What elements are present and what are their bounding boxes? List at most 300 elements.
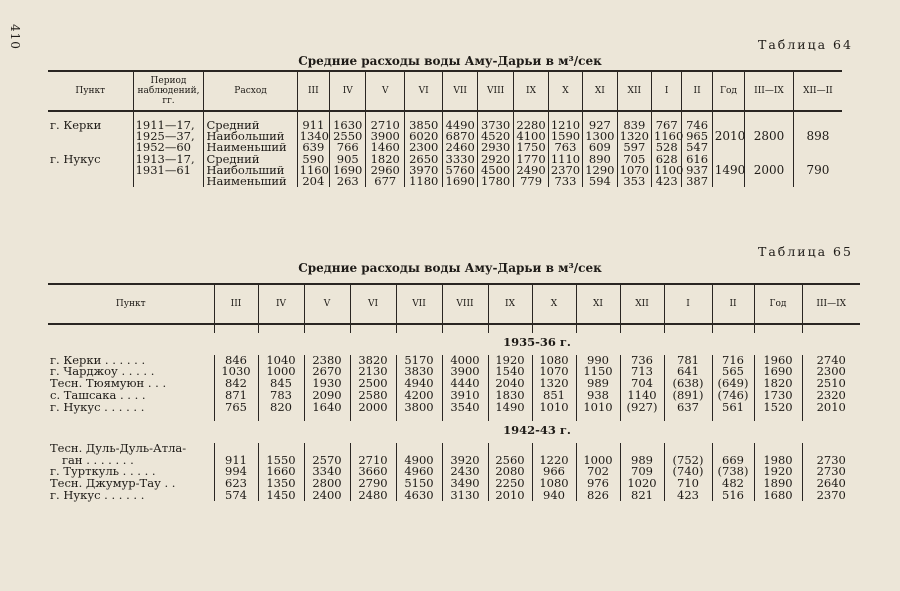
cell-point: с. Ташсака . . . . (50, 387, 146, 402)
cell-value: 1040 (258, 355, 304, 367)
value-line: 2370 (550, 162, 581, 177)
cell-value: 3830 (396, 366, 442, 378)
value-line: 2960 (370, 162, 400, 177)
cell-value: 1350 (258, 478, 304, 490)
cell-value: 1920 (488, 355, 532, 367)
cell-iii-ix: 2740 (802, 355, 860, 367)
header-month: VIII (477, 71, 513, 111)
value-line: 1160 (654, 129, 684, 144)
cell-value (443, 151, 477, 188)
cell-value: 3920 (442, 455, 488, 467)
cell-value: 3910 (442, 390, 488, 402)
value-line: 2490 (516, 162, 546, 177)
cell-value: 637 (664, 402, 712, 414)
value-line: 1340 (299, 129, 329, 144)
value-line: 2550 (333, 129, 363, 144)
table-row (48, 490, 860, 502)
cell-value: 938 (576, 390, 620, 402)
header-month: XII (617, 71, 651, 111)
header-month: IX (514, 71, 548, 111)
cell-value (514, 151, 548, 188)
flow-type-line: Наибольший (206, 162, 285, 177)
cell-value: (891) (664, 390, 712, 402)
cell-value: 4440 (442, 378, 488, 390)
cell-value: 423 (664, 490, 712, 502)
value-line: 528 (655, 140, 678, 155)
value-line: 3730 (480, 118, 511, 132)
cell-iii-ix: 2730 (802, 466, 860, 478)
cell-iii-ix: 2510 (802, 378, 860, 390)
header-point: Пункт (115, 299, 146, 309)
cell-value: 3900 (442, 366, 488, 378)
cell-value: 1010 (576, 402, 620, 414)
value-line: 767 (655, 118, 678, 132)
header-month: XII (620, 284, 664, 324)
cell-year: 1730 (754, 390, 802, 402)
cell-value: 669 (712, 455, 754, 467)
value-line: 2920 (480, 151, 511, 166)
cell-value: 2040 (488, 378, 532, 390)
cell-value: (738) (712, 466, 754, 478)
period-line: 1913—17, (135, 151, 195, 166)
cell-value: 565 (712, 366, 754, 378)
cell-value: 3130 (442, 490, 488, 502)
cell-point: г. Нукус . . . . . . (50, 487, 145, 502)
header-month: IV (330, 71, 366, 111)
cell-value: 3490 (442, 478, 488, 490)
cell-value: 2000 (350, 402, 396, 414)
cell-iii-ix: 2300 (802, 366, 860, 378)
cell-value: 1490 (488, 402, 532, 414)
period-line: 1931—61 (135, 162, 191, 177)
value-line: 1180 (409, 173, 439, 188)
header-month: III (214, 284, 258, 324)
cell-value: 765 (214, 402, 258, 414)
cell-value: 1540 (488, 366, 532, 378)
cell-value: 713 (620, 366, 664, 378)
value-line: 1100 (654, 162, 684, 177)
table-64-header-row (48, 71, 842, 111)
table-65 (48, 283, 860, 501)
cell-value: 1080 (532, 355, 576, 367)
period-line: 1952—60 (135, 140, 191, 155)
header-month: XI (576, 284, 620, 324)
cell-value: 2800 (304, 478, 350, 490)
cell-value: 1000 (576, 455, 620, 467)
cell-value (330, 151, 366, 188)
cell-value: 842 (214, 378, 258, 390)
value-line: 4520 (480, 129, 511, 144)
cell-value: 4900 (396, 455, 442, 467)
cell-value: 3340 (304, 466, 350, 478)
header-month: I (664, 284, 712, 324)
value-line: 839 (623, 118, 646, 132)
cell-value: 1150 (576, 366, 620, 378)
header-month: II (712, 284, 754, 324)
value-line: 1820 (370, 151, 400, 166)
value-line: 628 (655, 151, 678, 166)
cell-value (583, 120, 617, 154)
cell-value: 3660 (350, 466, 396, 478)
cell-value: 2560 (488, 455, 532, 467)
cell-value: 1080 (532, 478, 576, 490)
value-line: 746 (686, 118, 709, 132)
value-line: 1770 (516, 151, 546, 166)
header-month: V (366, 71, 404, 111)
cell-value: 989 (620, 455, 664, 467)
value-line: 597 (623, 140, 646, 155)
cell-value (477, 120, 513, 154)
cell-value (443, 120, 477, 154)
cell-value: 1140 (620, 390, 664, 402)
cell-flow-type (204, 151, 297, 188)
cell-year: 1980 (754, 455, 802, 467)
cell-value: 911 (214, 455, 258, 467)
table-64 (48, 70, 842, 187)
cell-value: 561 (712, 402, 754, 414)
cell-value: 2400 (304, 490, 350, 502)
cell-value: 1930 (304, 378, 350, 390)
flow-type-line: Наименьший (206, 173, 287, 188)
cell-point: г. Чарджоу . . . . . (50, 364, 155, 379)
value-line: 4500 (480, 162, 511, 177)
cell-value (617, 151, 651, 188)
cell-value: 826 (576, 490, 620, 502)
table-row (48, 120, 842, 154)
cell-value: 1550 (258, 455, 304, 467)
value-line: 639 (302, 140, 325, 155)
header-month: VII (443, 71, 477, 111)
header-month: VI (350, 284, 396, 324)
value-line: 890 (588, 151, 611, 166)
cell-value (652, 151, 684, 188)
cell-value (682, 151, 712, 188)
cell-value: 3820 (350, 355, 396, 367)
cell-value: 623 (214, 478, 258, 490)
cell-value: (740) (664, 466, 712, 478)
cell-value: 2430 (442, 466, 488, 478)
cell-year: 1890 (754, 478, 802, 490)
value-line: 2460 (445, 140, 475, 155)
cell-year: 1490 (712, 154, 744, 188)
value-line: 2280 (516, 118, 546, 132)
header-xii-ii: XII—II (793, 71, 842, 111)
cell-value: 3800 (396, 402, 442, 414)
header-month: VI (404, 71, 442, 111)
value-line: 937 (686, 162, 709, 177)
cell-value: 4200 (396, 390, 442, 402)
value-line: 2300 (409, 140, 439, 155)
cell-value (297, 151, 329, 188)
header-period: Период наблюдений, гг. (133, 71, 204, 111)
header-month: II (682, 71, 712, 111)
flow-type-line: Средний (206, 118, 260, 132)
cell-value (404, 151, 442, 188)
value-line: 1690 (445, 173, 475, 188)
cell-value (366, 151, 404, 188)
cell-year: 1690 (754, 366, 802, 378)
cell-value: 2500 (350, 378, 396, 390)
cell-value: 2670 (304, 366, 350, 378)
cell-value (652, 120, 682, 154)
header-month: I (652, 71, 682, 111)
value-line: 1070 (619, 162, 649, 177)
period-line: 1925—37, (135, 129, 195, 144)
cell-value: 989 (576, 378, 620, 390)
cell-point: Тесн. Дуль-Дуль-Атла- (50, 440, 187, 455)
cell-value: 781 (664, 355, 712, 367)
header-year: Год (712, 71, 744, 111)
cell-point: Тесн. Джумур-Тау . . (50, 476, 176, 491)
cell-point: г. Турткуль . . . . . (50, 464, 156, 479)
cell-value: 1320 (532, 378, 576, 390)
cell-iii-ix: 2010 (802, 402, 860, 414)
cell-iii-ix: 2320 (802, 390, 860, 402)
cell-value: 1000 (258, 366, 304, 378)
value-line: 3850 (409, 118, 439, 132)
value-line: 763 (554, 140, 577, 155)
cell-period (133, 120, 204, 154)
value-line: 423 (655, 173, 678, 188)
value-line: 263 (336, 173, 359, 188)
cell-value: 940 (532, 490, 576, 502)
value-line: 2650 (409, 151, 439, 166)
table-row (48, 154, 842, 188)
cell-value: 4940 (396, 378, 442, 390)
period-line: 1911—17, (135, 118, 195, 132)
value-line: 779 (520, 173, 543, 188)
cell-value: 851 (532, 390, 576, 402)
value-line: 616 (686, 151, 709, 166)
value-line: 387 (686, 173, 709, 188)
cell-period (133, 151, 204, 188)
value-line: 1320 (619, 129, 649, 144)
cell-value: 1030 (214, 366, 258, 378)
cell-value: 716 (712, 355, 754, 367)
cell-value (548, 120, 582, 154)
cell-value (617, 120, 651, 154)
cell-value: 994 (214, 466, 258, 478)
value-line: 1630 (333, 118, 363, 132)
table-64-label: Таблица 64 (758, 37, 853, 52)
cell-value: 1640 (304, 402, 350, 414)
value-line: 4100 (516, 129, 546, 144)
header-point: Пункт (75, 86, 106, 96)
cell-value (682, 120, 712, 154)
value-line: 2930 (480, 140, 511, 155)
header-year: Год (754, 284, 802, 324)
value-line: 5760 (445, 162, 475, 177)
cell-value (297, 120, 329, 154)
flow-type-line: Наименьший (206, 140, 287, 155)
cell-value: (746) (712, 390, 754, 402)
header-month: X (548, 71, 582, 111)
cell-value: 704 (620, 378, 664, 390)
header-month: XI (583, 71, 617, 111)
table-row (48, 402, 860, 414)
flow-type-line: Средний (206, 151, 260, 166)
cell-value: 736 (620, 355, 664, 367)
cell-value (404, 120, 442, 154)
cell-value: 4960 (396, 466, 442, 478)
cell-value: 710 (664, 478, 712, 490)
cell-value: 1830 (488, 390, 532, 402)
cell-value: 5150 (396, 478, 442, 490)
cell-value (330, 120, 366, 154)
cell-year: 1960 (754, 355, 802, 367)
cell-value: 516 (712, 490, 754, 502)
cell-value: 709 (620, 466, 664, 478)
cell-year: 1680 (754, 490, 802, 502)
cell-year: 1820 (754, 378, 802, 390)
value-line: 3900 (370, 129, 400, 144)
cell-value: 482 (712, 478, 754, 490)
section-title: 1935-36 г. (503, 335, 571, 349)
value-line: 733 (554, 173, 577, 188)
cell-iii-ix: 2800 (745, 120, 794, 154)
value-line: 766 (336, 140, 359, 155)
header-month: IX (488, 284, 532, 324)
value-line: 1300 (585, 129, 615, 144)
value-line: 1290 (585, 162, 615, 177)
cell-value: 871 (214, 390, 258, 402)
value-line: 3330 (445, 151, 475, 166)
cell-value: 641 (664, 366, 712, 378)
value-line: 1590 (550, 129, 581, 144)
header-month: VIII (442, 284, 488, 324)
value-line: 1460 (370, 140, 400, 155)
cell-iii-ix: 2640 (802, 478, 860, 490)
cell-value (366, 120, 404, 154)
cell-point: ган . . . . . . . (62, 452, 134, 467)
cell-year: 1920 (754, 466, 802, 478)
value-line: 1690 (333, 162, 363, 177)
cell-value: 2710 (350, 455, 396, 467)
cell-year: 1520 (754, 402, 802, 414)
cell-value: 2250 (488, 478, 532, 490)
value-line: 1160 (299, 162, 329, 177)
value-line: 547 (686, 140, 709, 155)
cell-year: 2010 (712, 120, 744, 154)
cell-value: 845 (258, 378, 304, 390)
cell-value: 2090 (304, 390, 350, 402)
cell-iii-ix: 2370 (802, 490, 860, 502)
cell-point: Тесн. Тюямуюн . . . (50, 376, 167, 391)
cell-xii-ii: 790 (793, 154, 842, 188)
cell-value: 4000 (442, 355, 488, 367)
cell-value: (638) (664, 378, 712, 390)
cell-value: 2380 (304, 355, 350, 367)
cell-value: (927) (620, 402, 664, 414)
value-line: 677 (374, 173, 397, 188)
cell-value (583, 151, 617, 188)
cell-flow-type (204, 120, 297, 154)
cell-value: 783 (258, 390, 304, 402)
cell-value: 5170 (396, 355, 442, 367)
value-line: 6870 (445, 129, 475, 144)
value-line: 4490 (445, 118, 475, 132)
value-line: 1210 (550, 118, 581, 132)
cell-value: 4630 (396, 490, 442, 502)
cell-value (548, 151, 582, 188)
cell-value: 2130 (350, 366, 396, 378)
cell-point: г. Керки (50, 118, 102, 132)
value-line: 705 (623, 151, 646, 166)
cell-iii-ix: 2730 (802, 455, 860, 467)
value-line: 1750 (516, 140, 546, 155)
header-month: X (532, 284, 576, 324)
table-65-label: Таблица 65 (758, 244, 853, 259)
value-line: 590 (302, 151, 325, 166)
cell-value: 1070 (532, 366, 576, 378)
header-month: III (297, 71, 329, 111)
value-line: 594 (588, 173, 611, 188)
value-line: 911 (302, 118, 325, 132)
value-line: 1780 (480, 173, 511, 188)
cell-point: г. Нукус (50, 151, 101, 166)
value-line: 609 (588, 140, 611, 155)
cell-value: 1450 (258, 490, 304, 502)
value-line: 204 (302, 173, 325, 188)
cell-value: (752) (664, 455, 712, 467)
cell-value (477, 151, 513, 188)
cell-value: 702 (576, 466, 620, 478)
table-65-title: Средние расходы воды Аму-Дарьи в м³/сек (298, 261, 602, 275)
cell-value: (649) (712, 378, 754, 390)
cell-value: 976 (576, 478, 620, 490)
cell-value: 574 (214, 490, 258, 502)
header-flow: Расход (204, 71, 297, 111)
cell-value: 2570 (304, 455, 350, 467)
cell-value (514, 120, 548, 154)
cell-value: 2080 (488, 466, 532, 478)
cell-value: 966 (532, 466, 576, 478)
cell-value: 1010 (532, 402, 576, 414)
cell-value: 821 (620, 490, 664, 502)
value-line: 965 (686, 129, 709, 144)
cell-value: 820 (258, 402, 304, 414)
cell-xii-ii: 898 (793, 120, 842, 154)
value-line: 905 (336, 151, 359, 166)
cell-value: 2790 (350, 478, 396, 490)
cell-value: 846 (214, 355, 258, 367)
cell-value: 2480 (350, 490, 396, 502)
cell-value: 1660 (258, 466, 304, 478)
cell-point: г. Керки . . . . . . (50, 352, 146, 367)
table-64-title: Средние расходы воды Аму-Дарьи в м³/сек (298, 54, 602, 68)
cell-value: 2010 (488, 490, 532, 502)
header-month: IV (258, 284, 304, 324)
value-line: 2710 (370, 118, 400, 132)
value-line: 353 (623, 173, 646, 188)
cell-iii-ix: 2000 (745, 154, 794, 188)
value-line: 3970 (409, 162, 439, 177)
cell-value: 1020 (620, 478, 664, 490)
cell-value: 2580 (350, 390, 396, 402)
cell-point: г. Нукус . . . . . . (50, 399, 145, 414)
page-number: 410 (8, 24, 22, 50)
header-month: V (304, 284, 350, 324)
value-line: 927 (588, 118, 611, 132)
cell-value: 3540 (442, 402, 488, 414)
cell-value: 1220 (532, 455, 576, 467)
flow-type-line: Наибольший (206, 129, 285, 144)
header-iii-ix: III—IX (802, 284, 860, 324)
header-iii-ix: III—IX (745, 71, 794, 111)
cell-value: 990 (576, 355, 620, 367)
table-65-header-row (48, 284, 860, 324)
header-month: VII (396, 284, 442, 324)
